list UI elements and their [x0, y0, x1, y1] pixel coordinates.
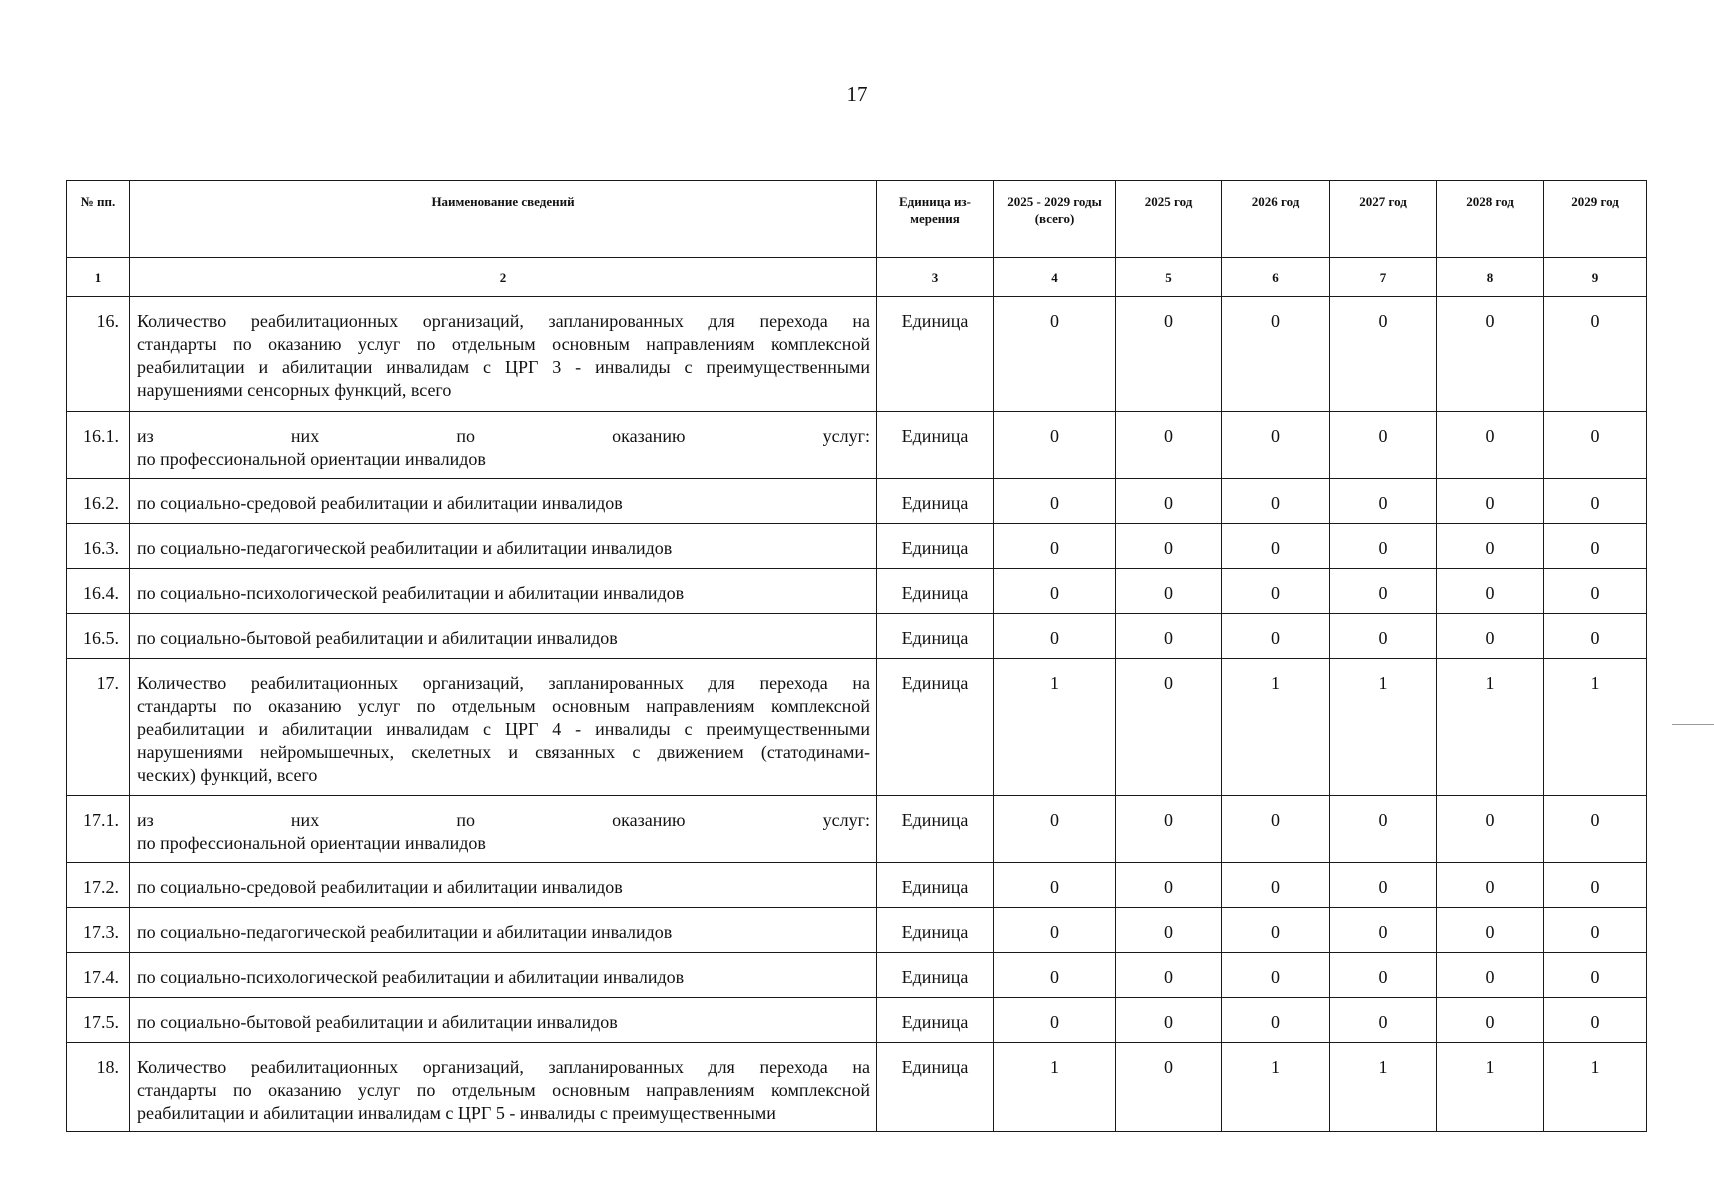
value-2029-cell: 0 [1544, 953, 1647, 998]
value-2025-cell: 0 [1116, 297, 1222, 412]
row-name-line: по социально-психологической реабилитации и абилитации инвалидов [137, 967, 685, 987]
value-2028-cell: 0 [1437, 614, 1544, 659]
value-2025-cell: 0 [1116, 908, 1222, 953]
row-name-cell [130, 659, 877, 796]
column-number-cell: 7 [1330, 258, 1437, 297]
row-number-cell: 17.4. [67, 953, 130, 998]
header-unit: Единица из-мерения [877, 181, 994, 258]
row-number-cell: 16.5. [67, 614, 130, 659]
row-number-cell: 16.3. [67, 524, 130, 569]
value-total-cell: 0 [994, 524, 1116, 569]
header-total: 2025 - 2029 годы (всего) [994, 181, 1116, 258]
value-2025-cell: 0 [1116, 569, 1222, 614]
table-row [67, 614, 1647, 659]
row-name-line: из них по оказанию услуг: [137, 426, 870, 446]
column-number-cell: 3 [877, 258, 994, 297]
row-unit-cell: Единица [877, 569, 994, 614]
value-2029-cell: 0 [1544, 908, 1647, 953]
row-name-line: Количество реабилитационных организаций, запланированных для перехода на [137, 1057, 870, 1077]
row-name-line: по социально-средовой реабилитации и абилитации инвалидов [137, 493, 623, 513]
value-2028-cell: 0 [1437, 412, 1544, 479]
value-2026-cell: 0 [1222, 614, 1330, 659]
value-2028-cell: 0 [1437, 796, 1544, 863]
value-2029-cell: 0 [1544, 524, 1647, 569]
value-2029-cell: 0 [1544, 479, 1647, 524]
column-number-cell: 4 [994, 258, 1116, 297]
row-unit-cell: Единица [877, 998, 994, 1043]
value-2027-cell: 0 [1330, 908, 1437, 953]
value-total-cell: 0 [994, 908, 1116, 953]
table-row [67, 479, 1647, 524]
table-body [67, 258, 1647, 1132]
value-2027-cell: 0 [1330, 479, 1437, 524]
row-name-line: по социально-средовой реабилитации и абилитации инвалидов [137, 877, 623, 897]
header-2025: 2025 год [1116, 181, 1222, 258]
row-name-line: по социально-педагогической реабилитации и абилитации инвалидов [137, 922, 673, 942]
value-total-cell: 0 [994, 614, 1116, 659]
row-name-cell [130, 1043, 877, 1132]
row-name-line: Количество реабилитационных организаций, запланированных для перехода на [137, 673, 870, 693]
row-unit-cell: Единица [877, 796, 994, 863]
value-2026-cell: 0 [1222, 524, 1330, 569]
row-name-cell [130, 297, 877, 412]
table-header-row [67, 181, 1647, 258]
value-2026-cell: 0 [1222, 998, 1330, 1043]
row-name-line: по профессиональной ориентации инвалидов [137, 449, 486, 469]
row-name-cell [130, 998, 877, 1043]
value-total-cell: 0 [994, 998, 1116, 1043]
row-number-cell: 17.3. [67, 908, 130, 953]
row-name-line: нарушениями нейромышечных, скелетных и связанных с движением (статодинами- [137, 742, 870, 762]
value-total-cell: 1 [994, 659, 1116, 796]
row-name-line: нарушениями сенсорных функций, всего [137, 380, 452, 400]
row-number-cell: 16. [67, 297, 130, 412]
value-2025-cell: 0 [1116, 614, 1222, 659]
row-unit-cell: Единица [877, 1043, 994, 1132]
value-total-cell: 0 [994, 796, 1116, 863]
value-total-cell: 0 [994, 479, 1116, 524]
row-number-cell: 17.1. [67, 796, 130, 863]
value-2029-cell: 1 [1544, 659, 1647, 796]
column-number-cell: 8 [1437, 258, 1544, 297]
column-number-row [67, 258, 1647, 297]
row-name-line: стандарты по оказанию услуг по отдельным основным направлениям комплексной [137, 1080, 870, 1100]
value-total-cell: 0 [994, 297, 1116, 412]
header-2029: 2029 год [1544, 181, 1647, 258]
page-number: 17 [846, 82, 868, 106]
row-name-cell [130, 479, 877, 524]
value-2025-cell: 0 [1116, 998, 1222, 1043]
value-2025-cell: 0 [1116, 659, 1222, 796]
value-2025-cell: 0 [1116, 479, 1222, 524]
value-2026-cell: 0 [1222, 796, 1330, 863]
value-2029-cell: 0 [1544, 863, 1647, 908]
row-unit-cell: Единица [877, 659, 994, 796]
column-number-cell: 2 [130, 258, 877, 297]
row-name-cell [130, 569, 877, 614]
row-name-cell [130, 796, 877, 863]
value-2029-cell: 0 [1544, 998, 1647, 1043]
value-2026-cell: 0 [1222, 297, 1330, 412]
value-2025-cell: 0 [1116, 412, 1222, 479]
row-name-cell [130, 953, 877, 998]
row-name-cell [130, 524, 877, 569]
row-number-cell: 17. [67, 659, 130, 796]
row-number-cell: 16.1. [67, 412, 130, 479]
table-row [67, 412, 1647, 479]
row-name-line: из них по оказанию услуг: [137, 810, 870, 830]
table-row [67, 908, 1647, 953]
table-row [67, 524, 1647, 569]
value-2025-cell: 0 [1116, 796, 1222, 863]
value-2028-cell: 0 [1437, 863, 1544, 908]
header-num: № пп. [67, 181, 130, 258]
row-unit-cell: Единица [877, 614, 994, 659]
row-unit-cell: Единица [877, 524, 994, 569]
row-name-line: ческих) функций, всего [137, 765, 318, 785]
header-2026: 2026 год [1222, 181, 1330, 258]
value-2027-cell: 0 [1330, 297, 1437, 412]
value-2028-cell: 0 [1437, 524, 1544, 569]
row-name-line: реабилитации и абилитации инвалидам с ЦРГ 4 - инвалиды с преимущественными [137, 719, 870, 739]
value-2029-cell: 0 [1544, 297, 1647, 412]
value-2025-cell: 0 [1116, 863, 1222, 908]
table-row [67, 863, 1647, 908]
value-2027-cell: 1 [1330, 1043, 1437, 1132]
value-2026-cell: 0 [1222, 569, 1330, 614]
row-number-cell: 16.2. [67, 479, 130, 524]
value-2026-cell: 0 [1222, 953, 1330, 998]
value-2027-cell: 0 [1330, 863, 1437, 908]
row-name-line: стандарты по оказанию услуг по отдельным основным направлениям комплексной [137, 696, 870, 716]
value-2025-cell: 0 [1116, 1043, 1222, 1132]
value-2028-cell: 0 [1437, 569, 1544, 614]
table-row [67, 1043, 1647, 1132]
value-2026-cell: 0 [1222, 863, 1330, 908]
row-name-line: стандарты по оказанию услуг по отдельным основным направлениям комплексной [137, 334, 870, 354]
value-total-cell: 0 [994, 412, 1116, 479]
value-2027-cell: 1 [1330, 659, 1437, 796]
row-unit-cell: Единица [877, 908, 994, 953]
row-unit-cell: Единица [877, 412, 994, 479]
value-2029-cell: 0 [1544, 796, 1647, 863]
table-row [67, 796, 1647, 863]
value-2026-cell: 0 [1222, 908, 1330, 953]
table-row [67, 569, 1647, 614]
header-name: Наименование сведений [130, 181, 877, 258]
value-2029-cell: 0 [1544, 614, 1647, 659]
value-2025-cell: 0 [1116, 953, 1222, 998]
value-2026-cell: 0 [1222, 479, 1330, 524]
row-name-cell [130, 908, 877, 953]
table-row [67, 297, 1647, 412]
data-table [66, 180, 1647, 1132]
row-name-line: реабилитации и абилитации инвалидам с ЦРГ 5 - инвалиды с преимущественными [137, 1103, 776, 1123]
column-number-cell: 6 [1222, 258, 1330, 297]
row-number-cell: 16.4. [67, 569, 130, 614]
value-2027-cell: 0 [1330, 412, 1437, 479]
value-2027-cell: 0 [1330, 569, 1437, 614]
row-number-cell: 17.5. [67, 998, 130, 1043]
value-2027-cell: 0 [1330, 524, 1437, 569]
value-2028-cell: 0 [1437, 953, 1544, 998]
scan-mark [1672, 724, 1714, 725]
header-2027: 2027 год [1330, 181, 1437, 258]
value-2026-cell: 0 [1222, 412, 1330, 479]
row-name-line: по социально-психологической реабилитации и абилитации инвалидов [137, 583, 685, 603]
value-2026-cell: 1 [1222, 1043, 1330, 1132]
value-2026-cell: 1 [1222, 659, 1330, 796]
row-name-cell [130, 863, 877, 908]
value-2028-cell: 0 [1437, 479, 1544, 524]
value-2025-cell: 0 [1116, 524, 1222, 569]
column-number-cell: 5 [1116, 258, 1222, 297]
row-name-line: реабилитации и абилитации инвалидам с ЦРГ 3 - инвалиды с преимущественными [137, 357, 870, 377]
value-2028-cell: 1 [1437, 1043, 1544, 1132]
row-name-line: по социально-бытовой реабилитации и абилитации инвалидов [137, 1012, 618, 1032]
value-2027-cell: 0 [1330, 796, 1437, 863]
row-unit-cell: Единица [877, 863, 994, 908]
table-row [67, 659, 1647, 796]
value-total-cell: 0 [994, 863, 1116, 908]
row-name-cell [130, 614, 877, 659]
row-name-line: по социально-бытовой реабилитации и абилитации инвалидов [137, 628, 618, 648]
row-number-cell: 18. [67, 1043, 130, 1132]
row-number-cell: 17.2. [67, 863, 130, 908]
row-unit-cell: Единица [877, 297, 994, 412]
value-2029-cell: 1 [1544, 1043, 1647, 1132]
value-total-cell: 1 [994, 1043, 1116, 1132]
table-row [67, 953, 1647, 998]
row-unit-cell: Единица [877, 953, 994, 998]
value-2028-cell: 1 [1437, 659, 1544, 796]
column-number-cell: 9 [1544, 258, 1647, 297]
row-name-line: по профессиональной ориентации инвалидов [137, 833, 486, 853]
table-row [67, 998, 1647, 1043]
column-number-cell: 1 [67, 258, 130, 297]
value-2029-cell: 0 [1544, 412, 1647, 479]
row-name-line: по социально-педагогической реабилитации и абилитации инвалидов [137, 538, 673, 558]
value-2027-cell: 0 [1330, 614, 1437, 659]
value-2028-cell: 0 [1437, 297, 1544, 412]
header-2028: 2028 год [1437, 181, 1544, 258]
value-total-cell: 0 [994, 953, 1116, 998]
value-2028-cell: 0 [1437, 998, 1544, 1043]
value-2029-cell: 0 [1544, 569, 1647, 614]
value-2027-cell: 0 [1330, 953, 1437, 998]
row-unit-cell: Единица [877, 479, 994, 524]
row-name-cell [130, 412, 877, 479]
value-total-cell: 0 [994, 569, 1116, 614]
value-2028-cell: 0 [1437, 908, 1544, 953]
row-name-line: Количество реабилитационных организаций, запланированных для перехода на [137, 311, 870, 331]
value-2027-cell: 0 [1330, 998, 1437, 1043]
